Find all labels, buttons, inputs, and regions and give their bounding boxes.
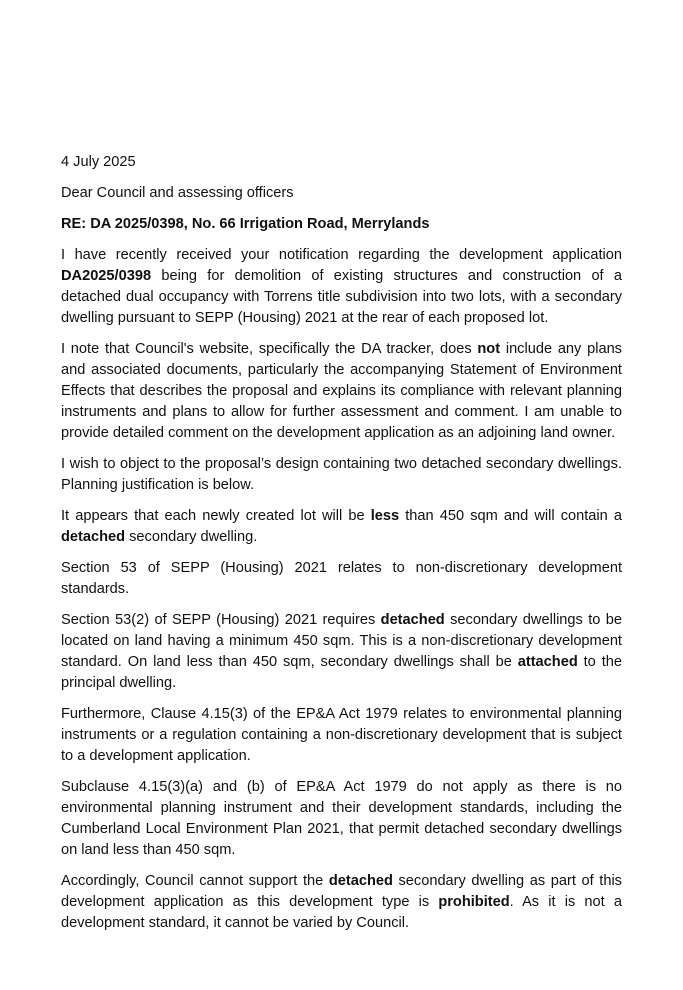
body-paragraph xyxy=(61,777,622,861)
letter-date: 4 July 2025 xyxy=(61,154,136,170)
letter-subject: RE: DA 2025/0398, No. 66 Irrigation Road, Merrylands xyxy=(61,216,430,232)
text-run: Furthermore, Clause 4.15(3) of the EP&A Act 1979 relates to environmental planning instruments or a regulation containing a non-discretionary development that is subject to a development application. xyxy=(61,706,622,764)
text-run: secondary dwelling. xyxy=(125,529,258,545)
body-paragraph xyxy=(61,871,622,934)
bold-text-run: detached xyxy=(380,612,445,628)
text-run: secondary dwelling as part of this development application as this development type is xyxy=(61,873,622,910)
text-run: Section 53 of SEPP (Housing) 2021 relates to non-discretionary development standards. xyxy=(61,560,622,597)
letter-salutation: Dear Council and assessing officers xyxy=(61,185,294,201)
text-run: . As it is not a development standard, it cannot be varied by Council. xyxy=(61,894,622,931)
text-run: secondary dwellings to be located on land having a minimum 450 sqm. This is a non-discretionary development standard. On land less than 450 sqm, secondary dwellings shall be xyxy=(61,612,622,670)
text-run: I wish to object to the proposal’s design containing two detached secondary dwellings. Planning justification is below. xyxy=(61,456,622,493)
body-paragraph xyxy=(61,245,622,329)
bold-text-run: DA2025/0398 xyxy=(61,268,152,284)
text-run: than 450 sqm and will contain a xyxy=(399,508,622,524)
bold-text-run: attached xyxy=(517,654,578,670)
body-paragraph xyxy=(61,506,622,548)
letter-body xyxy=(61,152,622,944)
text-run: to the principal dwelling. xyxy=(61,654,622,691)
bold-text-run: not xyxy=(477,341,501,357)
bold-text-run: detached xyxy=(328,873,393,889)
body-paragraph xyxy=(61,704,622,767)
bold-text-run: prohibited xyxy=(438,894,510,910)
body-paragraph xyxy=(61,454,622,496)
text-run: It appears that each newly created lot will be xyxy=(61,508,371,524)
bold-text-run: detached xyxy=(61,529,126,545)
body-paragraph xyxy=(61,610,622,694)
text-run: I note that Council's website, specifically the DA tracker, does xyxy=(61,341,478,357)
body-paragraph xyxy=(61,339,622,444)
text-run: being for demolition of existing structures and construction of a detached dual occupancy with Torrens title subdivision into two lots, with a secondary dwelling pursuant to SEPP (Housing) 2021 at the rear of each proposed lot. xyxy=(61,268,622,326)
text-run: Accordingly, Council cannot support the xyxy=(61,873,329,889)
body-paragraph xyxy=(61,558,622,600)
text-run: include any plans and associated documents, particularly the accompanying Statement of Environment Effects that describes the proposal and explains its compliance with relevant planning instruments and plans to allow for further assessment and comment. I am unable to provide detailed comment on the development application as an adjoining land owner. xyxy=(61,341,622,441)
text-run: Subclause 4.15(3)(a) and (b) of EP&A Act 1979 do not apply as there is no environmental planning instrument and their development standards, including the Cumberland Local Environment Plan 2021, that permit detached secondary dwellings on land less than 450 sqm. xyxy=(61,779,622,858)
letter-paragraphs xyxy=(61,245,622,934)
text-run: Section 53(2) of SEPP (Housing) 2021 requires xyxy=(61,612,381,628)
bold-text-run: less xyxy=(370,508,400,524)
text-run: I have recently received your notification regarding the development application xyxy=(61,247,622,263)
